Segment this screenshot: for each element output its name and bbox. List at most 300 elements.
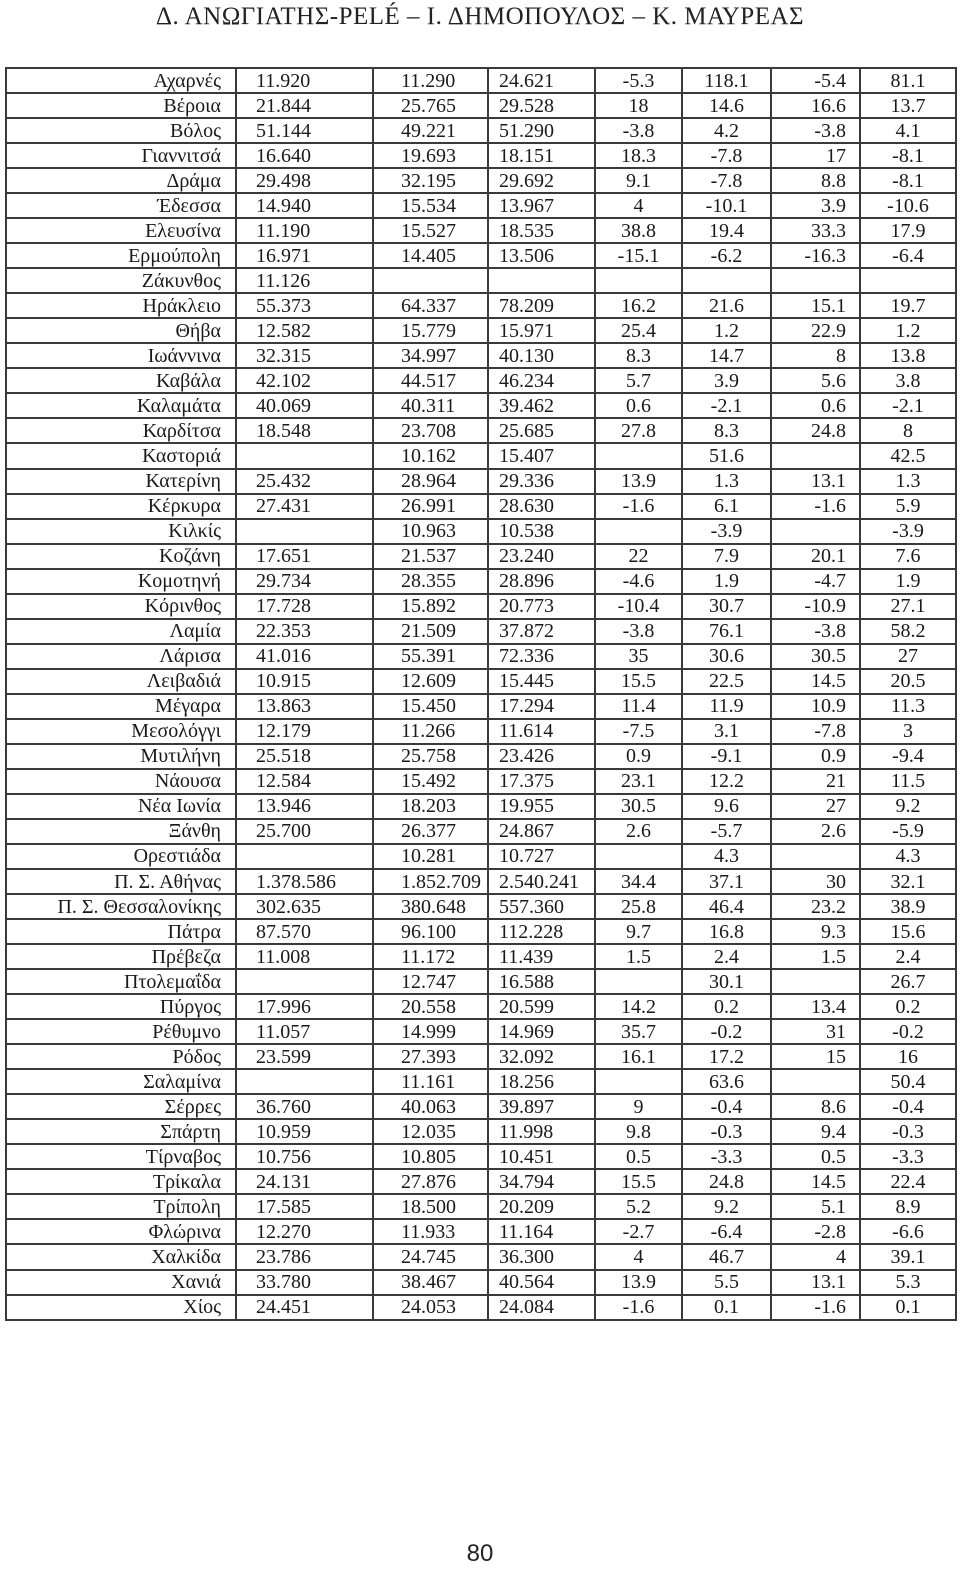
value-cell: 24.621 — [488, 68, 595, 93]
value-cell: 12.609 — [373, 669, 488, 694]
value-cell: -0.4 — [682, 1094, 771, 1119]
value-cell: 15.407 — [488, 443, 595, 468]
value-cell: 29.336 — [488, 469, 595, 494]
value-cell: 18.151 — [488, 143, 595, 168]
value-cell: 76.1 — [682, 619, 771, 644]
value-cell: 2.6 — [595, 819, 682, 844]
value-cell: 19.693 — [373, 143, 488, 168]
value-cell: 9.4 — [771, 1119, 860, 1144]
value-cell: 25.700 — [236, 819, 373, 844]
value-cell: 16.588 — [488, 969, 595, 994]
value-cell: 1.5 — [595, 944, 682, 969]
value-cell: 14.6 — [682, 93, 771, 118]
value-cell: 9.8 — [595, 1119, 682, 1144]
value-cell: -1.6 — [595, 494, 682, 519]
table-row — [6, 969, 956, 994]
city-name-cell: Ιωάννινα — [6, 343, 236, 368]
city-name-cell: Ερμούπολη — [6, 243, 236, 268]
value-cell: 1.9 — [682, 569, 771, 594]
city-name-cell: Φλώρινα — [6, 1219, 236, 1244]
table-row — [6, 894, 956, 919]
table-row — [6, 1044, 956, 1069]
city-name-cell: Καστοριά — [6, 443, 236, 468]
value-cell: 72.336 — [488, 644, 595, 669]
city-name-cell: Τίρναβος — [6, 1144, 236, 1169]
table-row — [6, 1119, 956, 1144]
value-cell: 11.172 — [373, 944, 488, 969]
value-cell: 16.8 — [682, 919, 771, 944]
value-cell: -3.3 — [682, 1144, 771, 1169]
value-cell: 10.162 — [373, 443, 488, 468]
value-cell: 7.6 — [860, 544, 956, 569]
value-cell: 18.3 — [595, 143, 682, 168]
table-row — [6, 393, 956, 418]
value-cell: 18.500 — [373, 1194, 488, 1219]
value-cell: -7.8 — [771, 719, 860, 744]
value-cell: 30.6 — [682, 644, 771, 669]
value-cell: 11.920 — [236, 68, 373, 93]
city-name-cell: Τρίπολη — [6, 1194, 236, 1219]
value-cell: -7.8 — [682, 143, 771, 168]
value-cell: 5.3 — [860, 1270, 956, 1295]
value-cell: -4.7 — [771, 569, 860, 594]
value-cell: 15.450 — [373, 694, 488, 719]
value-cell: 18.256 — [488, 1069, 595, 1094]
value-cell: -5.9 — [860, 819, 956, 844]
table-row — [6, 769, 956, 794]
city-name-cell: Γιαννιτσά — [6, 143, 236, 168]
value-cell: 16.1 — [595, 1044, 682, 1069]
value-cell: 11.933 — [373, 1219, 488, 1244]
value-cell: 23.240 — [488, 544, 595, 569]
city-name-cell: Κατερίνη — [6, 469, 236, 494]
value-cell — [595, 844, 682, 869]
value-cell: 14.5 — [771, 669, 860, 694]
table-row — [6, 418, 956, 443]
city-name-cell: Χανιά — [6, 1270, 236, 1295]
value-cell: 4 — [771, 1244, 860, 1269]
value-cell: 10.538 — [488, 519, 595, 544]
city-name-cell: Μέγαρα — [6, 694, 236, 719]
value-cell: 28.896 — [488, 569, 595, 594]
value-cell: 36.300 — [488, 1244, 595, 1269]
value-cell: 20.773 — [488, 594, 595, 619]
value-cell: 13.967 — [488, 193, 595, 218]
value-cell: 24.053 — [373, 1295, 488, 1320]
table-row — [6, 318, 956, 343]
value-cell: 87.570 — [236, 919, 373, 944]
value-cell: 13.506 — [488, 243, 595, 268]
value-cell: 32.315 — [236, 343, 373, 368]
value-cell: -6.6 — [860, 1219, 956, 1244]
value-cell: 32.1 — [860, 869, 956, 894]
value-cell: 19.7 — [860, 293, 956, 318]
value-cell: 39.897 — [488, 1094, 595, 1119]
value-cell: 34.4 — [595, 869, 682, 894]
value-cell: -10.9 — [771, 594, 860, 619]
value-cell: 5.5 — [682, 1270, 771, 1295]
value-cell: 24.131 — [236, 1169, 373, 1194]
value-cell: 2.540.241 — [488, 869, 595, 894]
table-row — [6, 744, 956, 769]
value-cell: 15.5 — [595, 669, 682, 694]
value-cell: 15.6 — [860, 919, 956, 944]
value-cell: 30.5 — [771, 644, 860, 669]
city-name-cell: Πτολεμαΐδα — [6, 969, 236, 994]
value-cell — [771, 519, 860, 544]
value-cell — [771, 844, 860, 869]
table-row — [6, 368, 956, 393]
city-name-cell: Νέα Ιωνία — [6, 794, 236, 819]
value-cell: 22 — [595, 544, 682, 569]
city-name-cell: Καβάλα — [6, 368, 236, 393]
value-cell: 30.7 — [682, 594, 771, 619]
value-cell: -5.7 — [682, 819, 771, 844]
city-name-cell: Χίος — [6, 1295, 236, 1320]
city-name-cell: Ρόδος — [6, 1044, 236, 1069]
city-name-cell: Λάρισα — [6, 644, 236, 669]
value-cell: -9.4 — [860, 744, 956, 769]
value-cell: 8.9 — [860, 1194, 956, 1219]
value-cell: 16.2 — [595, 293, 682, 318]
table-row — [6, 93, 956, 118]
value-cell: 27 — [771, 794, 860, 819]
value-cell: 23.426 — [488, 744, 595, 769]
value-cell: 38.8 — [595, 218, 682, 243]
value-cell: -3.9 — [682, 519, 771, 544]
value-cell: 4 — [595, 1244, 682, 1269]
value-cell: 14.5 — [771, 1169, 860, 1194]
value-cell: 11.3 — [860, 694, 956, 719]
page-number: 80 — [466, 1540, 494, 1567]
table-row — [6, 68, 956, 93]
value-cell: 15.1 — [771, 293, 860, 318]
value-cell: 15.492 — [373, 769, 488, 794]
value-cell: 25.518 — [236, 744, 373, 769]
value-cell: 27.431 — [236, 494, 373, 519]
value-cell: 2.4 — [860, 944, 956, 969]
city-name-cell: Πύργος — [6, 994, 236, 1019]
value-cell: -9.1 — [682, 744, 771, 769]
running-header: Δ. ΑΝΩΓΙΑΤΗΣ-PELÉ – Ι. ΔΗΜΟΠΟΥΛΟΣ – Κ. ΜΑΥΡΕΑΣ — [155, 3, 805, 30]
value-cell: 34.997 — [373, 343, 488, 368]
value-cell: 64.337 — [373, 293, 488, 318]
value-cell: 15.971 — [488, 318, 595, 343]
value-cell: 5.6 — [771, 368, 860, 393]
value-cell: 0.5 — [771, 1144, 860, 1169]
value-cell: 16.971 — [236, 243, 373, 268]
value-cell: -10.4 — [595, 594, 682, 619]
value-cell: -3.8 — [595, 118, 682, 143]
value-cell: -4.6 — [595, 569, 682, 594]
value-cell: 1.2 — [860, 318, 956, 343]
value-cell — [595, 268, 682, 293]
value-cell: 33.780 — [236, 1270, 373, 1295]
value-cell: -2.1 — [682, 393, 771, 418]
value-cell: 40.564 — [488, 1270, 595, 1295]
value-cell: 8 — [860, 418, 956, 443]
value-cell: -3.8 — [771, 619, 860, 644]
value-cell: 11.126 — [236, 268, 373, 293]
value-cell: 17.996 — [236, 994, 373, 1019]
value-cell: 4 — [595, 193, 682, 218]
value-cell: -0.2 — [682, 1019, 771, 1044]
city-name-cell: Βέροια — [6, 93, 236, 118]
value-cell: -0.3 — [682, 1119, 771, 1144]
value-cell — [236, 443, 373, 468]
value-cell: 38.9 — [860, 894, 956, 919]
value-cell: 27.393 — [373, 1044, 488, 1069]
value-cell: -5.3 — [595, 68, 682, 93]
table-row — [6, 1019, 956, 1044]
value-cell: 39.462 — [488, 393, 595, 418]
value-cell: 13.863 — [236, 694, 373, 719]
value-cell: 8.3 — [595, 343, 682, 368]
city-name-cell: Τρίκαλα — [6, 1169, 236, 1194]
value-cell: 30.1 — [682, 969, 771, 994]
value-cell: 81.1 — [860, 68, 956, 93]
value-cell: 19.955 — [488, 794, 595, 819]
value-cell: 9.3 — [771, 919, 860, 944]
value-cell: 26.991 — [373, 494, 488, 519]
value-cell: 46.7 — [682, 1244, 771, 1269]
value-cell: -10.6 — [860, 193, 956, 218]
value-cell: 28.630 — [488, 494, 595, 519]
table-row — [6, 819, 956, 844]
value-cell: -0.4 — [860, 1094, 956, 1119]
value-cell: 46.234 — [488, 368, 595, 393]
value-cell: 21 — [771, 769, 860, 794]
value-cell: 1.3 — [860, 469, 956, 494]
value-cell: 23.708 — [373, 418, 488, 443]
value-cell: -15.1 — [595, 243, 682, 268]
value-cell: 15 — [771, 1044, 860, 1069]
value-cell: 9.2 — [682, 1194, 771, 1219]
city-name-cell: Σπάρτη — [6, 1119, 236, 1144]
table-row — [6, 519, 956, 544]
table-row — [6, 1244, 956, 1269]
value-cell — [595, 519, 682, 544]
table-row — [6, 443, 956, 468]
city-name-cell: Π. Σ. Θεσσαλονίκης — [6, 894, 236, 919]
value-cell: 557.360 — [488, 894, 595, 919]
value-cell: -3.3 — [860, 1144, 956, 1169]
value-cell: 10.9 — [771, 694, 860, 719]
value-cell: 40.063 — [373, 1094, 488, 1119]
value-cell: 24.451 — [236, 1295, 373, 1320]
value-cell: 5.1 — [771, 1194, 860, 1219]
value-cell: 10.959 — [236, 1119, 373, 1144]
value-cell: 10.451 — [488, 1144, 595, 1169]
value-cell: -2.1 — [860, 393, 956, 418]
value-cell: 17.651 — [236, 544, 373, 569]
value-cell: 1.9 — [860, 569, 956, 594]
value-cell: 96.100 — [373, 919, 488, 944]
value-cell: 20.209 — [488, 1194, 595, 1219]
city-name-cell: Κοζάνη — [6, 544, 236, 569]
value-cell: 26.7 — [860, 969, 956, 994]
value-cell: 40.130 — [488, 343, 595, 368]
value-cell: 8.6 — [771, 1094, 860, 1119]
table-row — [6, 694, 956, 719]
value-cell: 28.964 — [373, 469, 488, 494]
value-cell — [236, 969, 373, 994]
value-cell: 3.9 — [682, 368, 771, 393]
value-cell: 9 — [595, 1094, 682, 1119]
value-cell: 24.8 — [682, 1169, 771, 1194]
value-cell: 6.1 — [682, 494, 771, 519]
value-cell: 21.537 — [373, 544, 488, 569]
city-name-cell: Ελευσίνα — [6, 218, 236, 243]
city-name-cell: Ζάκυνθος — [6, 268, 236, 293]
value-cell: 17.375 — [488, 769, 595, 794]
table-row — [6, 669, 956, 694]
value-cell: 58.2 — [860, 619, 956, 644]
value-cell — [595, 969, 682, 994]
value-cell: 11.161 — [373, 1069, 488, 1094]
city-name-cell: Αχαρνές — [6, 68, 236, 93]
value-cell: -16.3 — [771, 243, 860, 268]
value-cell: 14.405 — [373, 243, 488, 268]
value-cell: 11.190 — [236, 218, 373, 243]
value-cell: 19.4 — [682, 218, 771, 243]
value-cell — [771, 443, 860, 468]
value-cell: 4.3 — [682, 844, 771, 869]
value-cell: 20.558 — [373, 994, 488, 1019]
value-cell: 11.057 — [236, 1019, 373, 1044]
value-cell: 16.6 — [771, 93, 860, 118]
value-cell — [236, 519, 373, 544]
value-cell: 37.1 — [682, 869, 771, 894]
value-cell: 0.2 — [682, 994, 771, 1019]
value-cell: 11.9 — [682, 694, 771, 719]
table-row — [6, 494, 956, 519]
value-cell: 9.1 — [595, 168, 682, 193]
value-cell — [236, 844, 373, 869]
table-row — [6, 719, 956, 744]
value-cell: 15.779 — [373, 318, 488, 343]
table-row — [6, 143, 956, 168]
value-cell: 41.016 — [236, 644, 373, 669]
table-row — [6, 343, 956, 368]
table-row — [6, 1144, 956, 1169]
table-row — [6, 844, 956, 869]
value-cell: 13.4 — [771, 994, 860, 1019]
city-name-cell: Ρέθυμνο — [6, 1019, 236, 1044]
value-cell: 302.635 — [236, 894, 373, 919]
value-cell: 18.203 — [373, 794, 488, 819]
value-cell: 12.035 — [373, 1119, 488, 1144]
table-row — [6, 794, 956, 819]
value-cell — [236, 1069, 373, 1094]
table-row — [6, 1295, 956, 1320]
value-cell: 10.756 — [236, 1144, 373, 1169]
table-row — [6, 594, 956, 619]
value-cell: -7.5 — [595, 719, 682, 744]
value-cell: 15.527 — [373, 218, 488, 243]
value-cell: 13.9 — [595, 1270, 682, 1295]
city-name-cell: Θήβα — [6, 318, 236, 343]
city-name-cell: Δράμα — [6, 168, 236, 193]
value-cell: 21.844 — [236, 93, 373, 118]
value-cell: 12.179 — [236, 719, 373, 744]
value-cell: 11.008 — [236, 944, 373, 969]
value-cell: 22.9 — [771, 318, 860, 343]
value-cell: 25.765 — [373, 93, 488, 118]
table-row — [6, 1270, 956, 1295]
value-cell: 14.969 — [488, 1019, 595, 1044]
value-cell: 28.355 — [373, 569, 488, 594]
value-cell: 4.1 — [860, 118, 956, 143]
table-row — [6, 1169, 956, 1194]
value-cell: 24.867 — [488, 819, 595, 844]
value-cell: 26.377 — [373, 819, 488, 844]
value-cell: 8.3 — [682, 418, 771, 443]
value-cell: 17.294 — [488, 694, 595, 719]
value-cell: 29.528 — [488, 93, 595, 118]
value-cell: 23.1 — [595, 769, 682, 794]
table-row — [6, 1194, 956, 1219]
value-cell: 1.5 — [771, 944, 860, 969]
value-cell: 3.9 — [771, 193, 860, 218]
value-cell — [771, 268, 860, 293]
value-cell: 18.548 — [236, 418, 373, 443]
value-cell: 35 — [595, 644, 682, 669]
city-name-cell: Ορεστιάδα — [6, 844, 236, 869]
value-cell: 10.805 — [373, 1144, 488, 1169]
value-cell: 3.8 — [860, 368, 956, 393]
value-cell: 24.084 — [488, 1295, 595, 1320]
value-cell: 14.999 — [373, 1019, 488, 1044]
value-cell: 12.747 — [373, 969, 488, 994]
value-cell: 27 — [860, 644, 956, 669]
value-cell: 10.963 — [373, 519, 488, 544]
value-cell — [860, 268, 956, 293]
value-cell — [771, 1069, 860, 1094]
value-cell: 12.2 — [682, 769, 771, 794]
value-cell: 42.5 — [860, 443, 956, 468]
value-cell: 4.2 — [682, 118, 771, 143]
value-cell: 25.432 — [236, 469, 373, 494]
value-cell: 5.2 — [595, 1194, 682, 1219]
value-cell: 0.1 — [682, 1295, 771, 1320]
value-cell: 49.221 — [373, 118, 488, 143]
city-name-cell: Ηράκλειο — [6, 293, 236, 318]
city-name-cell: Καλαμάτα — [6, 393, 236, 418]
value-cell: 23.786 — [236, 1244, 373, 1269]
value-cell: -8.1 — [860, 143, 956, 168]
value-cell: 37.872 — [488, 619, 595, 644]
value-cell: 1.378.586 — [236, 869, 373, 894]
value-cell: 22.5 — [682, 669, 771, 694]
value-cell: 3.1 — [682, 719, 771, 744]
value-cell: 32.092 — [488, 1044, 595, 1069]
city-name-cell: Λαμία — [6, 619, 236, 644]
value-cell: -0.2 — [860, 1019, 956, 1044]
value-cell: -6.2 — [682, 243, 771, 268]
table-row — [6, 1094, 956, 1119]
value-cell: 7.9 — [682, 544, 771, 569]
table-row — [6, 118, 956, 143]
value-cell: 27.1 — [860, 594, 956, 619]
value-cell: 9.2 — [860, 794, 956, 819]
value-cell: 25.4 — [595, 318, 682, 343]
city-name-cell: Κόρινθος — [6, 594, 236, 619]
value-cell: 0.6 — [595, 393, 682, 418]
value-cell: 16 — [860, 1044, 956, 1069]
value-cell: 13.1 — [771, 469, 860, 494]
value-cell: 11.4 — [595, 694, 682, 719]
